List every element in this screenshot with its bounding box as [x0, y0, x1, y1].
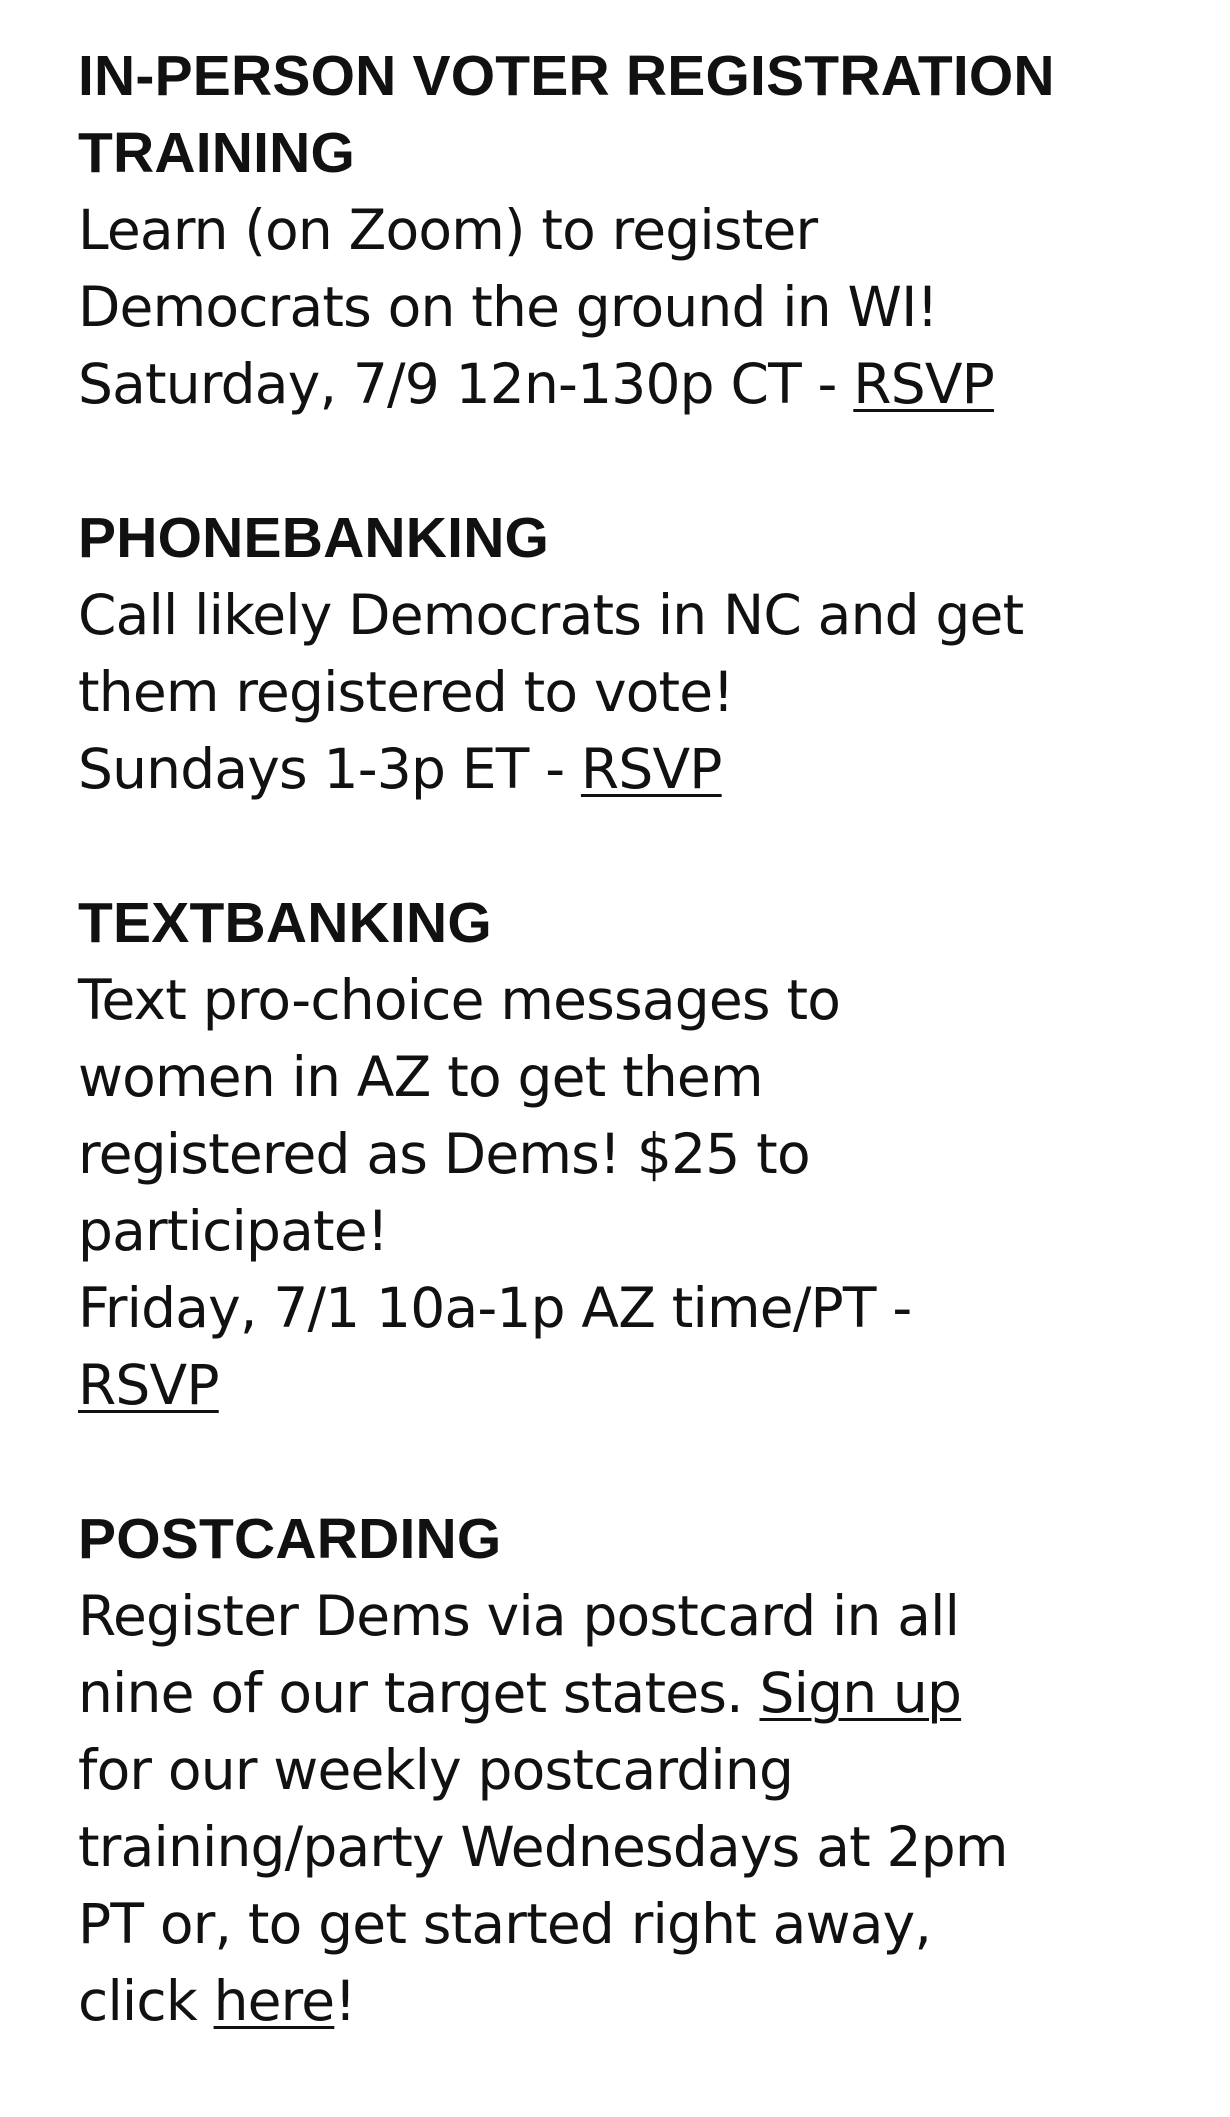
description-line: Democrats on the ground in WI!	[78, 275, 938, 339]
description-line: Register Dems via postcard in all	[78, 1584, 960, 1648]
description-line: Text pro-choice messages to	[78, 968, 841, 1032]
click-suffix-text: !	[334, 1969, 356, 2033]
description-line: PT or, to get started right away,	[78, 1892, 932, 1956]
click-here-line	[78, 1963, 1198, 2040]
section-phonebanking	[78, 500, 1198, 808]
rsvp-line	[78, 1347, 1198, 1424]
description-text: nine of our target states.	[78, 1661, 760, 1725]
schedule-line	[78, 731, 1198, 808]
section-heading: IN-PERSON VOTER REGISTRATION	[78, 44, 1055, 108]
section-voter-registration-training	[78, 38, 1198, 423]
section-heading: PHONEBANKING	[78, 506, 550, 570]
schedule-text: Sundays 1-3p ET -	[78, 737, 581, 801]
rsvp-link[interactable]: RSVP	[580, 737, 722, 801]
section-postcarding	[78, 1501, 1198, 2040]
description-line: for our weekly postcarding	[78, 1738, 794, 1802]
schedule-text: Saturday, 7/9 12n-130p CT -	[78, 352, 854, 416]
section-heading: TRAINING	[78, 121, 356, 185]
click-prefix-text: click	[78, 1969, 214, 2033]
description-line: training/party Wednesdays at 2pm	[78, 1815, 1008, 1879]
schedule-line: Friday, 7/1 10a-1p AZ time/PT -	[78, 1276, 912, 1340]
here-link[interactable]: here	[213, 1969, 335, 2033]
rsvp-link[interactable]: RSVP	[853, 352, 995, 416]
sign-up-link[interactable]: Sign up	[759, 1661, 962, 1725]
rsvp-link[interactable]: RSVP	[78, 1353, 219, 1417]
description-line: them registered to vote!	[78, 660, 734, 724]
description-line: registered as Dems! $25 to	[78, 1122, 810, 1186]
section-heading: TEXTBANKING	[78, 891, 492, 955]
description-line: participate!	[78, 1199, 389, 1263]
description-line: Learn (on Zoom) to register	[78, 198, 818, 262]
description-line: women in AZ to get them	[78, 1045, 763, 1109]
signup-line	[78, 1655, 1198, 1732]
schedule-line	[78, 346, 1198, 423]
section-textbanking	[78, 885, 1198, 1424]
description-line: Call likely Democrats in NC and get	[78, 583, 1024, 647]
section-heading: POSTCARDING	[78, 1507, 502, 1571]
page-content	[78, 38, 1198, 2117]
